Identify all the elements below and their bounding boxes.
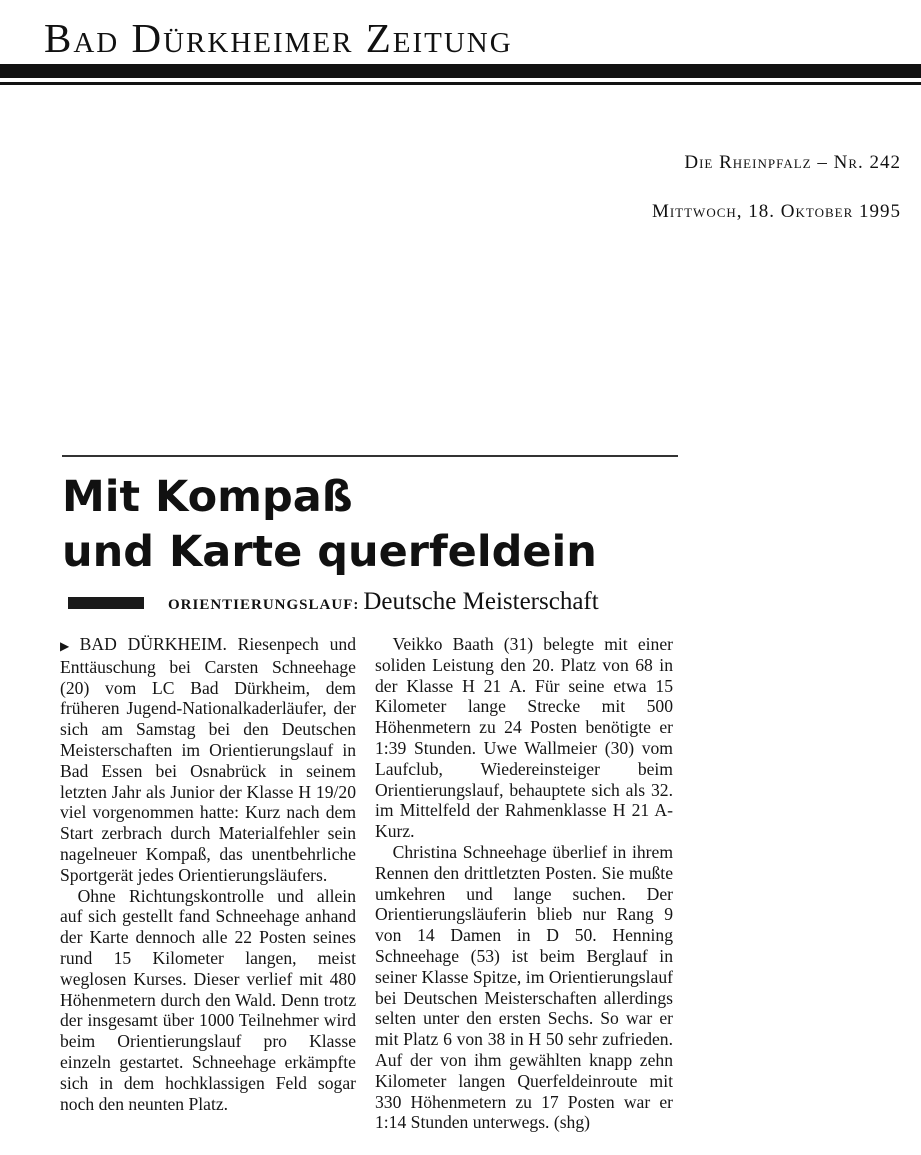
article-paragraph: Christina Schneehage überlief in ihrem Rennen den drittletzten Posten. Sie mußte umkehren und lange suchen. Der Orientierungsläuferin blieb nur Rang 9 von 14 Damen in D 50. Henning Schneehage (53) ist beim Berglauf in seiner Klasse Spitze, im Orientierungslauf bei Deutschen Meisterschaften allerdings selten unter den ersten Sechs. So war er mit Platz 6 von 38 in H 50 sehr zufrieden. Auf der von ihm gewählten knapp zehn Kilometer langen Querfeldeinroute mit 330 Höhenmetern zu 17 Posten war er 1:14 Stunden unterwegs. (shg)	[375, 841, 673, 1133]
article-paragraph	[60, 634, 356, 886]
article-paragraph: Veikko Baath (31) belegte mit einer soliden Leistung den 20. Platz von 68 in der Klasse H 21 A. Für seine etwa 15 Kilometer lange Strecke mit 500 Höhenmetern zu 24 Posten benötigte er 1:39 Stunden. Uwe Wallmeier (30) vom Laufclub, Wiedereinsteiger beim Orientierungslauf, behauptete sich als 32. im Mittelfeld der Rahmenklasse H 21 A-Kurz.	[375, 634, 673, 842]
article-kicker	[168, 588, 599, 616]
article-column-right	[375, 634, 673, 1133]
issue-number: Die Rheinpfalz – Nr. 242	[684, 152, 901, 173]
article-top-rule	[62, 455, 678, 457]
newspaper-masthead: Bad Dürkheimer Zeitung	[44, 15, 513, 61]
headline-line-1: Mit Kompaß	[62, 472, 353, 522]
kicker-bar	[68, 597, 144, 609]
kicker-subtitle: Deutsche Meisterschaft	[363, 588, 599, 615]
article-paragraph: Ohne Richtungskontrolle und allein auf sich gestellt fand Schneehage anhand der Karte dennoch alle 22 Posten seines rund 15 Kilometer langen, meist weglosen Kurses. Dieser verlief mit 480 Höhenmetern durch den Wald. Denn trotz der insgesamt über 1000 Teilnehmer wird beim Orientierungslauf pro Klasse einzeln gestartet. Schneehage erkämpfte sich in dem hochklassigen Feld sogar noch den neunten Platz.	[60, 885, 356, 1114]
article-column-left	[60, 634, 356, 1114]
headline-line-2: und Karte querfeldein	[62, 527, 597, 577]
article-headline	[62, 470, 682, 580]
masthead-rule-thin	[0, 82, 921, 85]
issue-date: Mittwoch, 18. Oktober 1995	[651, 201, 901, 222]
kicker-label: ORIENTIERUNGSLAUF:	[168, 597, 360, 613]
paragraph-text: BAD DÜRKHEIM. Riesenpech und Enttäuschung bei Carsten Schneehage (20) vom LC Bad Dürkheim, dem früheren Jugend-Nationalkaderläufer, der sich am Samstag bei den Deutschen Meisterschaften im Orientierungslauf in Bad Essen bei Osnabrück in seinem letzten Jahr als Junior der Klasse H 19/20 viel vorgenommen hatte: Kurz nach dem Start zerbrach durch Materialfehler sein nagelneuer Kompaß, das unentbehrliche Sportgerät jedes Orientierungsläufers.	[60, 634, 356, 885]
triangle-right-icon: ▶	[60, 639, 76, 653]
masthead-rule-thick	[0, 64, 921, 78]
